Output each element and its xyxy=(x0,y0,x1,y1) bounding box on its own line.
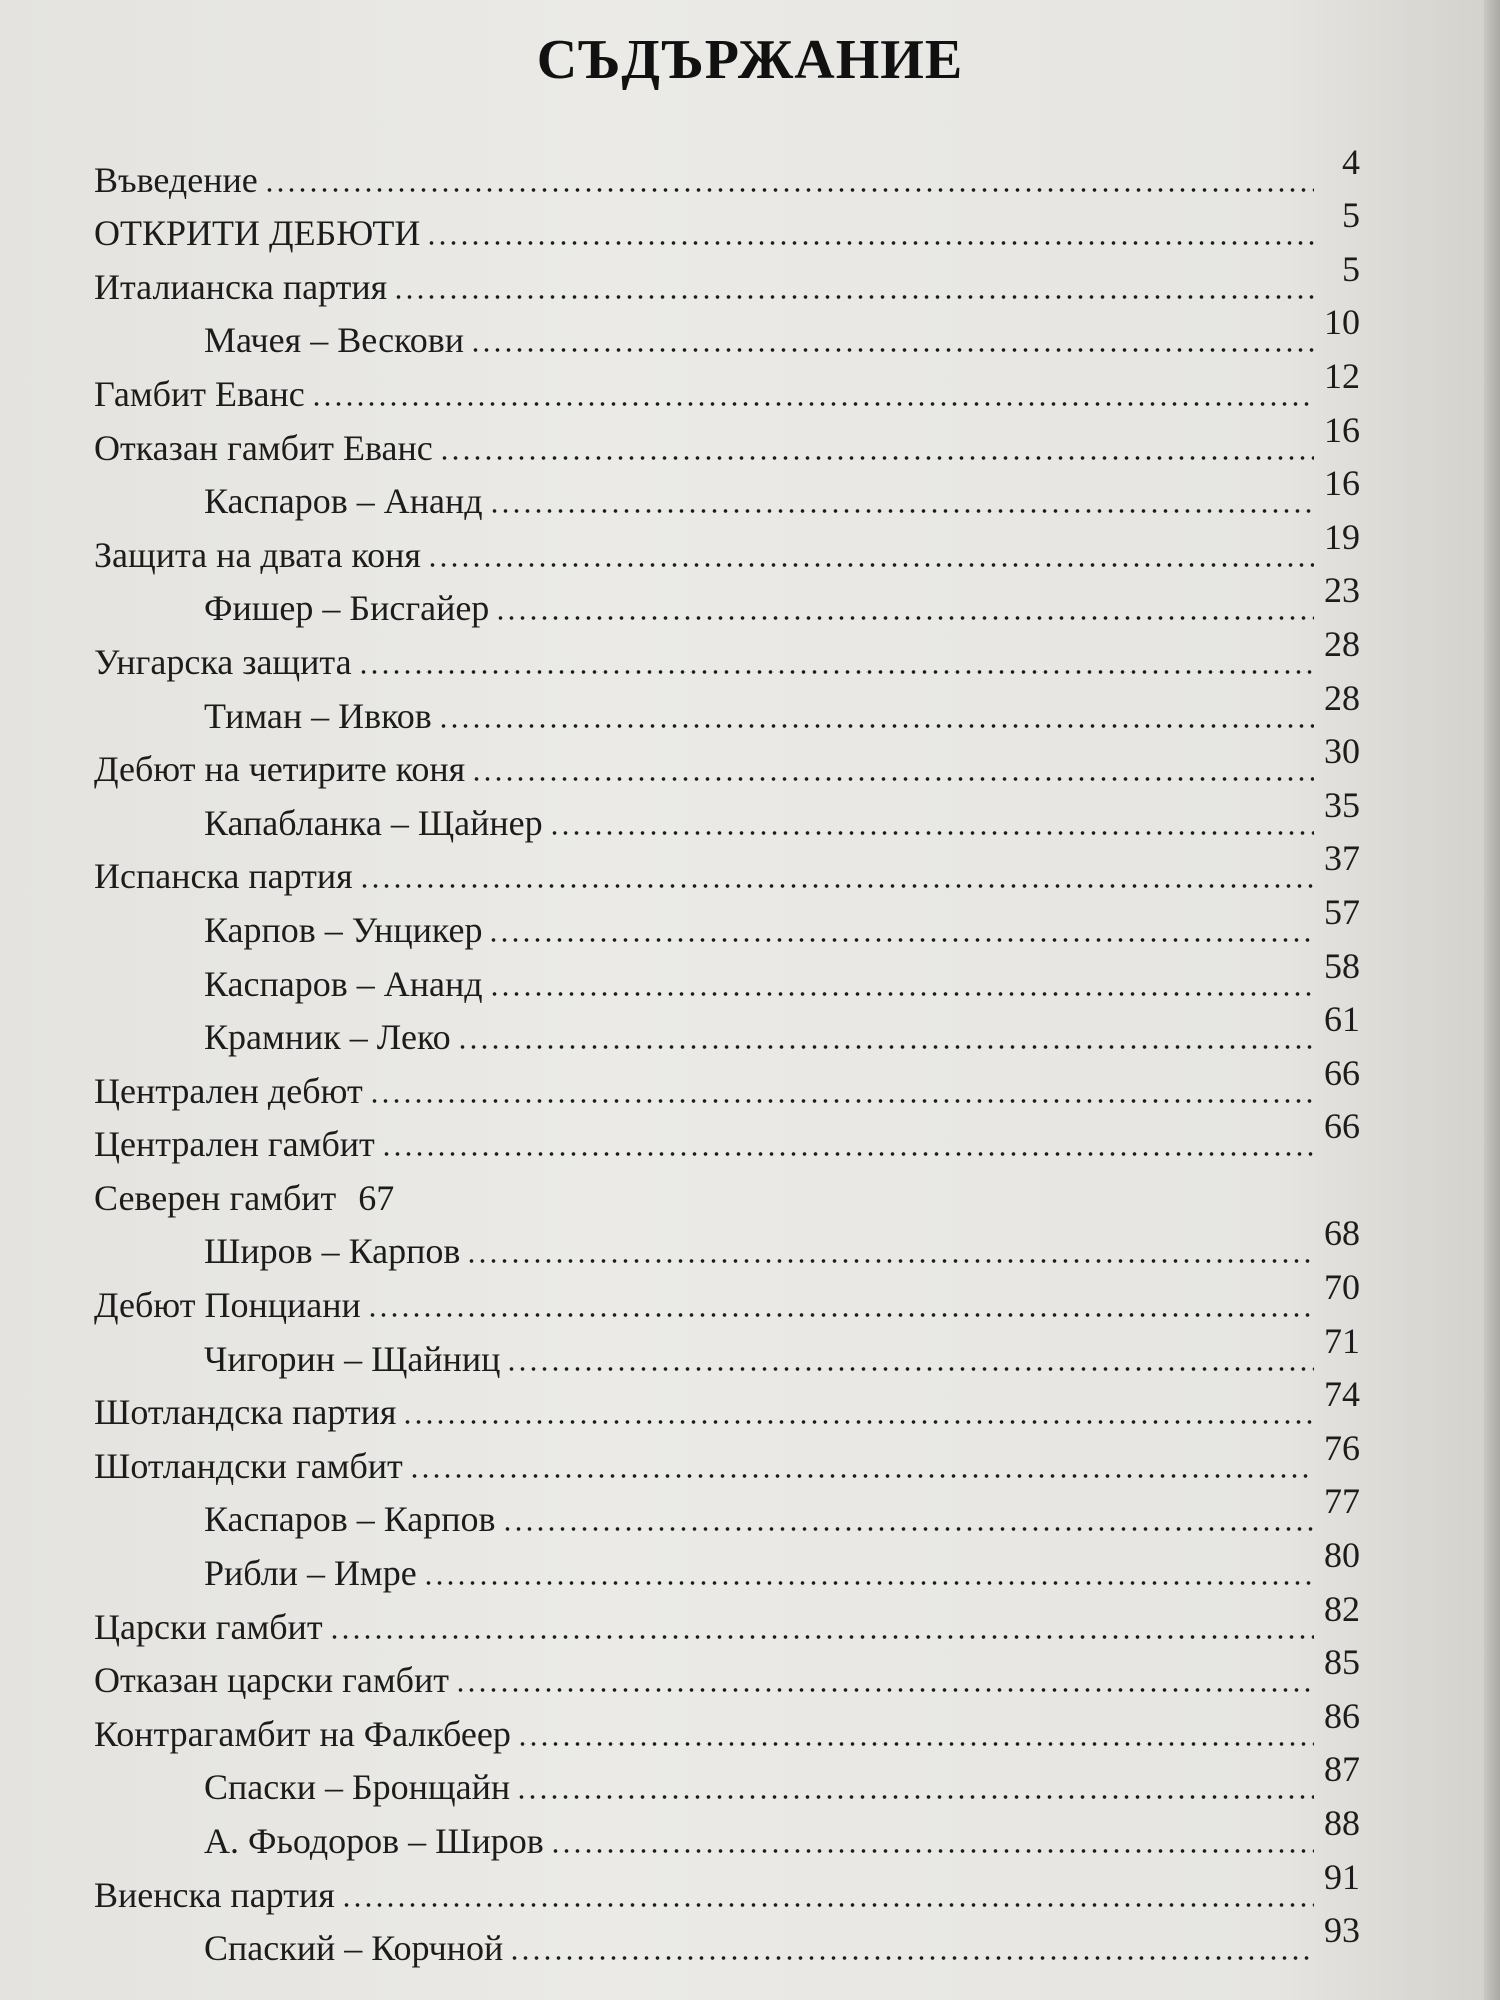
dot-leader xyxy=(439,454,1314,462)
toc-entry-page-number: 19 xyxy=(1324,516,1360,557)
dot-leader xyxy=(471,775,1314,783)
toc-entry-page-number: 5 xyxy=(1342,195,1360,236)
toc-entry-page-number: 80 xyxy=(1324,1535,1360,1576)
toc-entry-game xyxy=(94,1803,1360,1863)
toc-entry-page-number: 85 xyxy=(1324,1642,1360,1683)
toc-entry xyxy=(94,1695,1360,1756)
toc-entry-page-number: 16 xyxy=(1324,463,1360,504)
toc-entry-label: А. Фьодоров – Широв xyxy=(204,1821,544,1861)
dot-leader xyxy=(369,1097,1314,1105)
toc-entry-game xyxy=(94,1213,1360,1274)
dot-leader xyxy=(311,400,1314,408)
toc-entry xyxy=(94,623,1360,684)
toc-entry-label: Дебют на четирите коня xyxy=(94,749,466,790)
toc-entry-page-number: 37 xyxy=(1324,838,1360,879)
dot-leader xyxy=(264,186,1314,194)
toc-entry-label: Шотландска партия xyxy=(94,1392,397,1433)
toc-entry-label: Италианска партия xyxy=(94,266,388,307)
toc-entry-label: Мачея – Вескови xyxy=(204,320,464,361)
dot-leader xyxy=(426,239,1314,247)
toc-entry-page-number: 71 xyxy=(1324,1320,1360,1361)
toc-entry-page-number: 67 xyxy=(358,1177,395,1218)
dot-leader xyxy=(367,1311,1314,1319)
toc-entry-label: Каспаров – Ананд xyxy=(204,963,483,1004)
toc-entry-label: Каспаров – Ананд xyxy=(204,481,483,522)
toc-entry xyxy=(94,838,1360,899)
toc-entry-game xyxy=(94,1749,1360,1810)
toc-entry-page-number: 66 xyxy=(1324,1106,1360,1147)
toc-entry-page-number: 77 xyxy=(1324,1481,1360,1522)
dot-leader xyxy=(358,668,1314,676)
toc-entry-game xyxy=(94,999,1360,1060)
toc-entry-page-number: 74 xyxy=(1324,1374,1360,1415)
toc-entry-label: Спаски – Бронщайн xyxy=(204,1767,511,1808)
toc-entry-label: Капабланка – Щайнер xyxy=(204,802,543,843)
dot-leader xyxy=(393,293,1314,301)
toc-entry-label: Отказан царски гамбит xyxy=(94,1660,449,1701)
dot-leader xyxy=(470,346,1314,354)
toc-entry xyxy=(94,141,1360,202)
toc-entry-label: Широв – Карпов xyxy=(204,1231,461,1272)
page-edge xyxy=(1484,0,1500,2000)
toc-entry xyxy=(94,1106,1360,1167)
page-title: СЪДЪРЖАНИЕ xyxy=(536,29,964,91)
toc-entry xyxy=(94,195,1360,256)
toc-entry-game xyxy=(94,1320,1360,1381)
toc-entry xyxy=(94,516,1360,577)
dot-leader xyxy=(506,1365,1314,1373)
toc-entry-page-number: 61 xyxy=(1324,999,1360,1040)
toc-entry-page-number: 68 xyxy=(1324,1213,1360,1254)
toc-entry-page-number: 58 xyxy=(1324,945,1360,986)
toc-entry xyxy=(94,1052,1360,1113)
toc-entry xyxy=(94,1427,1360,1488)
dot-leader xyxy=(509,1954,1314,1962)
toc-entry-label: Крамник – Леко xyxy=(204,1017,451,1058)
dot-leader xyxy=(502,1525,1314,1533)
toc-entry-label: Карпов – Унцикер xyxy=(204,909,483,950)
toc-entry xyxy=(94,1856,1360,1917)
toc-entry-label: Фишер – Бисгайер xyxy=(204,588,490,629)
toc-entry-page-number: 30 xyxy=(1324,731,1360,772)
dot-leader xyxy=(489,507,1314,515)
toc-entry-page-number: 91 xyxy=(1324,1856,1360,1897)
toc-entry-label: Тиман – Ивков xyxy=(204,695,432,736)
dot-leader xyxy=(423,1579,1314,1587)
table-of-contents xyxy=(94,141,1360,1970)
toc-entry-page-number: 57 xyxy=(1324,891,1360,932)
toc-entry-label: Шотландски гамбит xyxy=(94,1445,403,1486)
toc-entry-label: Отказан гамбит Еванс xyxy=(94,427,433,468)
toc-entry-page-number: 87 xyxy=(1324,1749,1360,1790)
toc-entry-page-number: 28 xyxy=(1324,623,1360,664)
toc-entry-page-number: 5 xyxy=(1342,248,1360,289)
toc-entry xyxy=(94,355,1360,416)
toc-entry-label: Северен гамбит xyxy=(94,1177,337,1218)
toc-entry-page-number: 88 xyxy=(1324,1803,1360,1843)
toc-entry-game xyxy=(94,891,1360,952)
dot-leader xyxy=(427,561,1314,569)
toc-entry-label: Виенска партия xyxy=(94,1874,335,1915)
toc-entry-page-number: 86 xyxy=(1324,1695,1360,1736)
toc-entry-page-number: 82 xyxy=(1324,1588,1360,1629)
toc-entry-label: Царски гамбит xyxy=(94,1606,323,1647)
toc-entry xyxy=(94,248,1360,309)
dot-leader xyxy=(381,1150,1314,1158)
toc-entry-game xyxy=(94,570,1360,631)
dot-leader xyxy=(488,936,1314,944)
toc-entry-page-number: 28 xyxy=(1324,677,1360,718)
toc-entry-page-number: 10 xyxy=(1324,302,1360,343)
dot-leader xyxy=(455,1686,1314,1694)
toc-entry-label: Централен дебют xyxy=(94,1070,363,1111)
toc-entry-game xyxy=(94,463,1360,524)
toc-entry-label: Централен гамбит xyxy=(94,1124,375,1165)
toc-entry-page-number: 70 xyxy=(1324,1267,1360,1308)
dot-leader xyxy=(517,1740,1314,1748)
toc-entry-label: Гамбит Еванс xyxy=(94,373,305,414)
toc-entry-game xyxy=(94,1535,1360,1595)
dot-leader xyxy=(550,1847,1314,1855)
toc-entry xyxy=(94,1374,1360,1435)
dot-leader xyxy=(495,614,1314,622)
dot-leader xyxy=(549,829,1314,837)
toc-entry xyxy=(94,731,1360,792)
toc-entry xyxy=(94,409,1360,470)
dot-leader xyxy=(409,1472,1314,1480)
dot-leader xyxy=(516,1793,1314,1801)
dot-leader xyxy=(329,1633,1314,1641)
toc-entry-game xyxy=(94,784,1360,845)
toc-entry-game xyxy=(94,677,1360,738)
toc-entry-label: Рибли – Имре xyxy=(204,1553,417,1594)
toc-entry-label: Въведение xyxy=(94,159,258,200)
toc-entry-label: Дебют Понциани xyxy=(94,1285,361,1326)
dot-leader xyxy=(438,722,1314,730)
toc-entry-page-number: 16 xyxy=(1324,409,1360,450)
toc-entry-page-number: 76 xyxy=(1324,1427,1360,1468)
toc-entry-label: Чигорин – Щайниц xyxy=(204,1338,501,1379)
toc-entry xyxy=(94,1642,1360,1703)
toc-entry-page-number: 93 xyxy=(1324,1910,1360,1951)
toc-entry-game xyxy=(94,302,1360,363)
toc-entry-game xyxy=(94,1910,1360,1971)
toc-entry-page-number: 12 xyxy=(1324,355,1360,396)
toc-entry-label: Каспаров – Карпов xyxy=(204,1499,496,1540)
toc-entry-label: Испанска партия xyxy=(94,856,353,897)
toc-entry-game xyxy=(94,1481,1360,1542)
toc-entry-label: ОТКРИТИ ДЕБЮТИ xyxy=(94,213,421,254)
dot-leader xyxy=(359,882,1314,890)
toc-entry xyxy=(94,1588,1360,1649)
dot-leader xyxy=(341,1901,1314,1909)
toc-entry-page-number: 4 xyxy=(1342,141,1360,182)
toc-entry-label: Защита на двата коня xyxy=(94,534,421,575)
toc-entry-page-number: 23 xyxy=(1324,570,1360,611)
toc-entry-game xyxy=(94,945,1360,1006)
dot-leader xyxy=(402,1418,1314,1426)
toc-entry-label: Контрагамбит на Фалкбеер xyxy=(94,1713,511,1754)
toc-entry-label: Унгарска защита xyxy=(94,641,352,682)
dot-leader xyxy=(489,990,1314,998)
toc-entry xyxy=(94,1267,1360,1327)
dot-leader xyxy=(466,1257,1314,1265)
toc-entry xyxy=(94,1166,1360,1220)
toc-entry-page-number: 35 xyxy=(1324,784,1360,825)
toc-entry-page-number: 66 xyxy=(1324,1052,1360,1093)
toc-entry-label: Спаский – Корчной xyxy=(204,1928,504,1969)
dot-leader xyxy=(457,1043,1314,1051)
